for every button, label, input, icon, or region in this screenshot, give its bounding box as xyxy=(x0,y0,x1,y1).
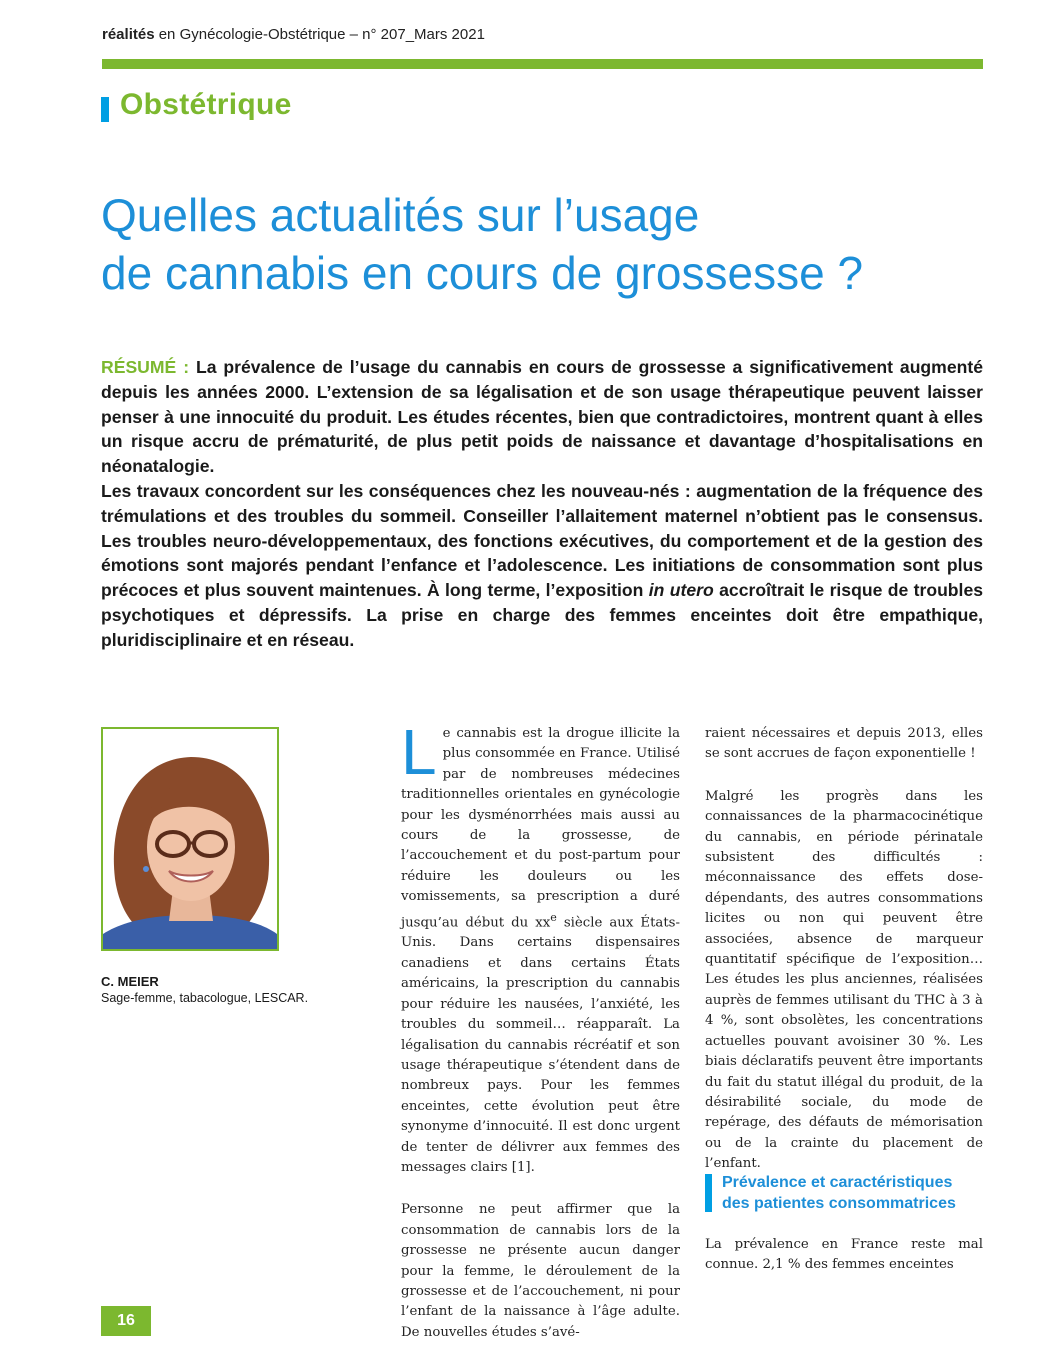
page-number: 16 xyxy=(101,1306,151,1336)
body-column-1 xyxy=(401,716,680,1343)
century-superscript: e xyxy=(550,910,557,924)
abstract xyxy=(101,355,983,653)
article-title-line-2: de cannabis en cours de grossesse ? xyxy=(101,247,864,299)
body-paragraph-2: Personne ne peut affirmer que la consommation de cannabis lors de la grossesse ne présente aucun danger pour la femme, le déroulement de la grossesse et de l’accouchement, ni pour l’enfant de la naissance à l’âge adulte. De nouvelles études s’avé- xyxy=(401,1202,680,1340)
section-marker xyxy=(101,97,109,122)
journal-issue: en Gynécologie-Obstétrique – n° 207_Mars 2021 xyxy=(154,26,485,43)
author-role: Sage-femme, tabacologue, LESCAR. xyxy=(101,991,309,1005)
abstract-text-2b: accroîtrait le risque de troubles psychotiques et dépressifs. La prise en charge des femmes enceintes doit être empathique, pluridisciplinaire et en réseau. xyxy=(101,580,984,650)
abstract-paragraph-1 xyxy=(101,355,983,479)
subheading: Prévalence et caractéristiques des patientes consommatrices xyxy=(722,1174,956,1212)
abstract-paragraph-2 xyxy=(101,479,983,653)
running-header xyxy=(102,26,485,43)
abstract-text-2-italic: in utero xyxy=(648,580,714,601)
header-rule xyxy=(102,59,983,69)
author-photo xyxy=(101,727,279,951)
abstract-text-2a: Les travaux concordent sur les conséquences chez les nouveau-nés : augmentation de la fréquence des trémulations et des troubles du sommeil. Conseiller l’allaitement maternel n’obtient pas le consensus. Les troubles neuro-développementaux, des fonctions exécutives, du comportement et de la gestion des émotions sont majorés pendant l’enfance et l’adolescence. Les initiations de consommation sont plus précoces et plus souvent maintenues. À long terme, l’exposition xyxy=(101,480,983,601)
article-title-line-1: Quelles actualités sur l’usage xyxy=(101,189,700,241)
drop-cap: L xyxy=(401,716,437,788)
section-title: Obstétrique xyxy=(120,88,292,121)
abstract-text-1: La prévalence de l’usage du cannabis en cours de grossesse a significativement augmenté depuis les années 2000. L’extension de sa légalisation et de son usage thérapeutique peuvent laisser penser à une innocuité du produit. Les études récentes, bien que contradictoires, montrent quant à elles un risque accru de prématurité, de plus petit poids de naissance et davantage d’hospitalisations en néonatalogie. xyxy=(101,357,984,477)
body-column-2 xyxy=(705,724,983,1175)
abstract-label: RÉSUMÉ : xyxy=(101,357,190,377)
body-paragraph-4: Malgré les progrès dans les connaissances de la pharmacocinétique du cannabis, en période périnatale subsistent des difficultés : méconnaissance des effets dose-dépendants, des autres consommations licites ou non qui peuvent être associées, absence de marqueur quantitatif spécifique de l’exposition… Les études les plus anciennes, réalisées auprès de femmes utilisant du THC à 3 à 4 %, sont obsolètes, les concentrations actuelles pouvant avoisiner 30 %. Les biais déclaratifs peuvent être importants du fait du statut illégal du produit, de la désirabilité sociale, du mode de repérage, des défauts de mémorisation ou de la crainte du placement de l’enfant. xyxy=(705,788,983,1172)
author-name: C. MEIER xyxy=(101,974,159,989)
body-paragraph-5: La prévalence en France reste mal connue. 2,1 % des femmes enceintes xyxy=(705,1237,983,1273)
body-paragraph-3: raient nécessaires et depuis 2013, elles se sont accrues de façon exponentielle ! xyxy=(705,726,983,762)
body-paragraph-1 xyxy=(401,716,680,1178)
subheading-marker xyxy=(705,1174,712,1212)
body-text-1a: e cannabis est la drogue illicite la plus consommée en France. Utilisé par de nombreuses médecines traditionnelles orientales en gynécologie pour les dysménorrhées mais aussi au cours de la grossesse, de l’accouchement et du post-partum pour réduire les douleurs ou les vomissements, sa prescription a duré jusqu’au début du xx xyxy=(401,726,680,931)
author-portrait-icon xyxy=(103,729,277,949)
article-title xyxy=(101,186,981,302)
body-column-2-continued xyxy=(705,1235,983,1276)
body-text-1b: siècle aux États-Unis. Dans certains dispensaires canadiens et dans certains États américains, la prescription du cannabis pour réduire les nausées, l’anxiété, les troubles du sommeil… réapparaît. La légalisation du cannabis récréatif et son usage thérapeutique s’étendent dans de nombreux pays. Pour les femmes enceintes, cette évolution peut être synonyme d’innocuité. Il est donc urgent de tenter de délivrer aux femmes des messages clairs [1]. xyxy=(401,915,680,1175)
journal-name: réalités xyxy=(102,26,155,43)
